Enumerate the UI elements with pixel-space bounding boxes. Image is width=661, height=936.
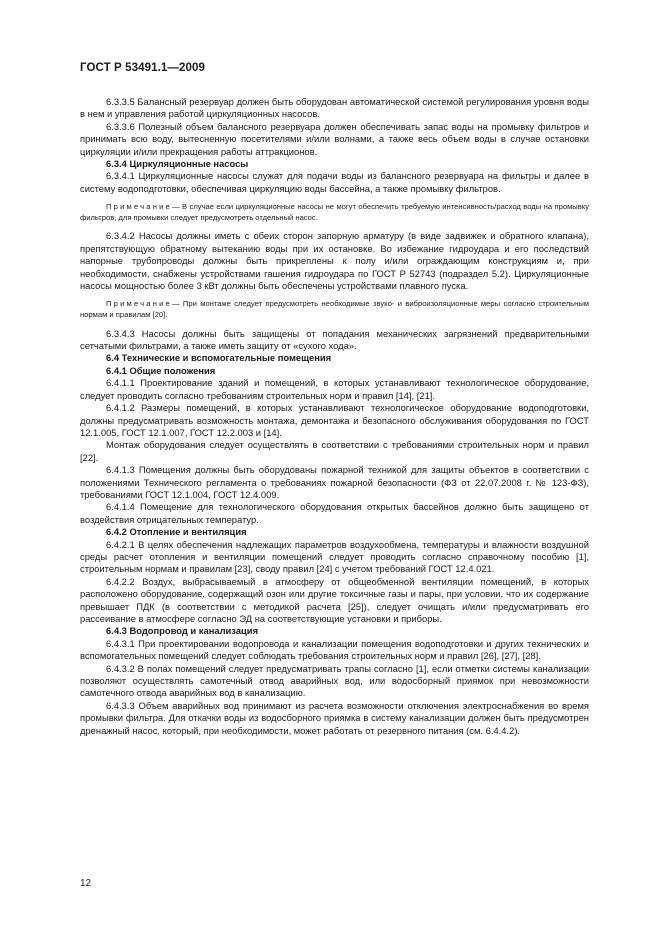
- paragraph-6-4-2-2: 6.4.2.2 Воздух, выбрасываемый в атмосферу от общеобменной вентиляции помещений, в которых расположено оборудование, содержащий озон или другие токсичные газы и пары, при условии, что их содержание превышает ПДК (в соответствии с методикой расчета [25]), следует очищать и/или предусматривать его рассеивание в атмосфере согласно ЭД на соответствующие установки и приборы.: [80, 575, 589, 624]
- note-pumps-flushing: [80, 202, 589, 223]
- section-heading-6-4-1: 6.4.1 Общие положения: [106, 364, 216, 376]
- document-body: [80, 96, 589, 737]
- paragraph-6-3-4-2: 6.3.4.2 Насосы должны иметь с обеих сторон запорную арматуру (в виде задвижек и обратного клапана), препятствующую обратному вытеканию воды при их остановке. Во избежание гидроудара и его последствий напорные трубопроводы должны быть прикреплены к полу и/или ограждающим конструкциям и, при необходимости, снабжены устройствами гашения гидроудара по ГОСТ Р 52743 (подраздел 5.2). Циркуляционные насосы мощностью более 3 кВт должны быть обеспечены устройствами плавного пуска.: [80, 230, 589, 292]
- section-heading-6-4-3: 6.4.3 Водопровод и канализация: [106, 625, 259, 637]
- page-number: 12: [80, 878, 92, 889]
- paragraph-6-4-1-3: 6.4.1.3 Помещения должны быть оборудованы пожарной техникой для защиты объектов в соответствии с положениями Технического регламента о требованиях пожарной безопасности (ФЗ от 22.07.2008 г. № 123-ФЗ), требованиями ГОСТ 12.1.004, ГОСТ 12.4.009.: [80, 464, 589, 500]
- section-heading-6-3-4: 6.3.4 Циркуляционные насосы: [106, 158, 249, 170]
- paragraph-6-4-1-4: 6.4.1.4 Помещение для технологического оборудования открытых бассейнов должно быть защищено от воздействия отрицательных температур.: [80, 501, 589, 525]
- paragraph-6-3-4-1: 6.3.4.1 Циркуляционные насосы служат для подачи воды из балансного резервуара на фильтры и далее в систему водоподготовки, обеспечивая циркуляцию воды бассейна, а также промывку фильтров.: [80, 170, 589, 194]
- paragraph-installation: Монтаж оборудования следует осуществлять в соответствии с требованиями строительных норм и правил [22].: [80, 439, 589, 463]
- note-text: — При монтаже следует предусмотреть необходимые звуко- и виброизоляционные меры согласно строительным нормам и правилам [20].: [80, 299, 589, 320]
- section-heading-6-4: 6.4 Технические и вспомогательные помещения: [106, 352, 332, 364]
- note-text: — В случае если циркуляционные насосы не могут обеспечить требуемую интенсивность/расход воды на промывку фильтров, для промывки следует предусмотреть отдельный насос.: [80, 202, 589, 222]
- paragraph-6-3-4-3: 6.3.4.3 Насосы должны быть защищены от попадания механических загрязнений предварительными сетчатыми фильтрами, а также иметь защиту от «сухого хода».: [80, 327, 589, 352]
- paragraph-6-4-3-1: 6.4.3.1 При проектировании водопровода и канализации помещения водоподготовки и других технических и вспомогательных помещений следует соблюдать требования строительных норм и правил [26], [27], [28].: [80, 637, 589, 662]
- note-label: Примечание: [106, 299, 172, 309]
- paragraph-6-4-2-1: 6.4.2.1 В целях обеспечения надлежащих параметров воздухообмена, температуры и влажности воздушной среды расчет отопления и вентиляции помещений следует проводить согласно справочному пособию [1], строительным нормам и правилам [23], своду правил [24] с учетом требований ГОСТ 12.4.021.: [80, 538, 589, 575]
- paragraph-6-4-1-2: 6.4.1.2 Размеры помещений, в которых устанавливают технологическое оборудование водоподготовки, должны предусматривать возможность монтажа, демонтажа и безопасного обслуживания оборудования по ГОСТ 12.1.005, ГОСТ 12.1.007, ГОСТ 12.2.003 и [14].: [80, 402, 589, 438]
- paragraph-6-4-1-1: 6.4.1.1 Проектирование зданий и помещений, в которых устанавливают технологическое оборудование, следует проводить согласно требованиям строительных норм и правил [14], [21].: [80, 377, 589, 401]
- note-vibration-isolation: [80, 299, 589, 320]
- note-label: Примечание: [106, 202, 172, 212]
- paragraph-6-3-3-6: 6.3.3.6 Полезный объем балансного резервуара должен обеспечивать запас воды на промывку фильтров и принимать всю воду, вытесненную посетителями и/или волнами, а также весь объем воды в случае остановки циркуляции и/или прекращения работы аттракционов.: [80, 120, 589, 157]
- paragraph-6-3-3-5: 6.3.3.5 Балансный резервуар должен быть оборудован автоматической системой регулирования уровня воды в нем и управления работой циркуляционных насосов.: [80, 96, 589, 120]
- paragraph-6-4-3-2: 6.4.3.2 В полах помещений следует предусматривать трапы согласно [1], если отметки системы канализации позволяют осуществлять самотечный отвод аварийных вод, или водосборный приямок при невозможности самотечного отвода аварийных вод в канализацию.: [80, 662, 589, 699]
- document-header: ГОСТ Р 53491.1—2009: [80, 62, 205, 74]
- paragraph-6-4-3-3: 6.4.3.3 Объем аварийных вод принимают из расчета возможности отключения электроснабжения во время промывки фильтра. Для откачки воды из водосборного приямка в систему канализации должен быть предусмотрен дренажный насос, который, при необходимости, может работать от резервного питания (см. 6.4.4.2).: [80, 699, 589, 736]
- section-heading-6-4-2: 6.4.2 Отопление и вентиляция: [106, 526, 247, 538]
